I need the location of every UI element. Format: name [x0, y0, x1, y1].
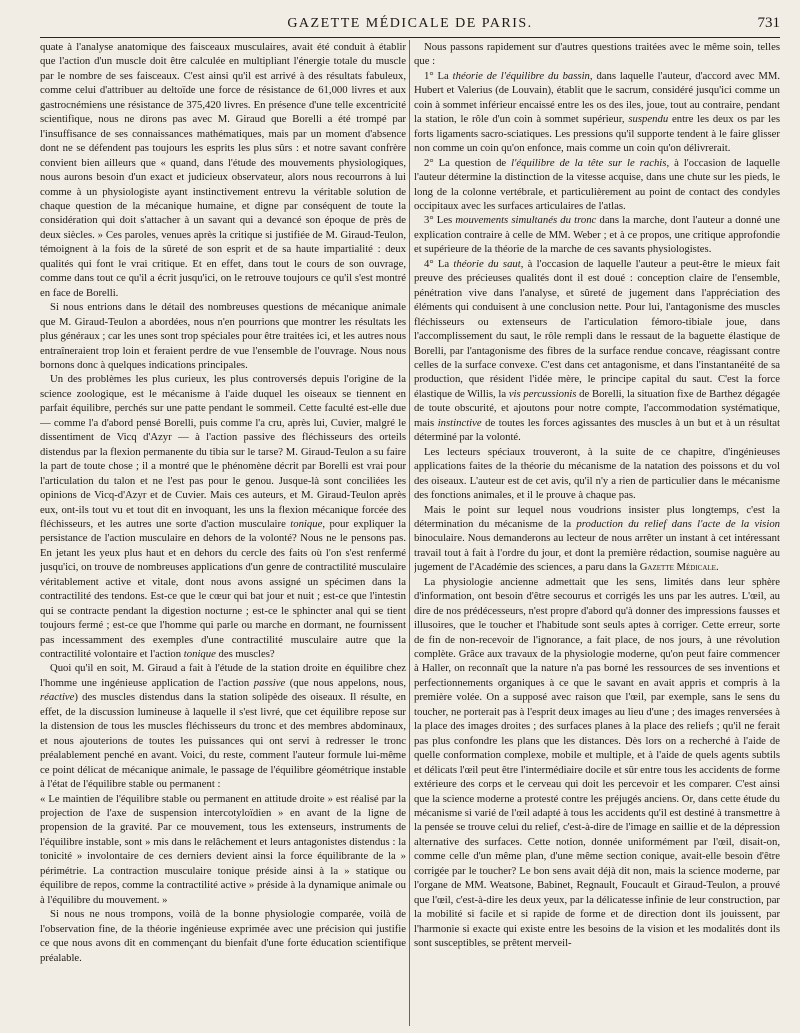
emphasis: tonique [183, 648, 216, 661]
paragraph [40, 372, 406, 661]
running-header [40, 14, 780, 38]
emphasis: théorie du saut [453, 257, 521, 270]
paragraph: La physiologie ancienne admettait que les sens, limités dans leur sphère d'information, ont besoin d'être secourus et corrigés les uns par les autres. L'œil, au dire de nos prédécesseurs, n'est propre d'abord qu'à donner des impressions fausses et illusoires, que le toucher et l'habitude sont seuls aptes à corriger. Cette erreur, sorte de fin de non-recevoir de l'ignorance, a fait place, de nos jours, à une révolution complète. Grâce aux travaux de la physiologie moderne, qu'on peut faire commencer à Haller, on reconnaît que la nature n'a pas borné les ressources de ses inventions et perfectionnements organiques à ce que le savant en avait appris et compris à la première volée. On a supposé avec raison que l'œil, par exemple, sans le sens du toucher, ne porterait pas à l'esprit deux images au lieu d'une ; des images renversées à la place des images droites ; des surfaces planes à la place des reliefs ; qu'il ne ferait pas plus confondre les plans que les distances. Dès lors on a recherché à l'aide de quelle conformation complexe, mobile et multiple, et à l'aide de quels agents subtils et délicats l'œil peut être l'intermédiaire docile et sûr entre tous les accidents de forme extérieure des corps et le cerveau qui doit les percevoir et les comparer. C'est ainsi que la science moderne a protesté contre les préjugés anciens. Or, dans cette étude du mécanisme si varié de l'œil adapté à tous les accidents qu'il est destiné à transmettre à la pensée se trouve celui du relief, c'est-à-dire de l'image en saillie et de la dépression alternative des surfaces. Cette notion, donnée uniformément par l'œil, disait-on, comme celle d'un même plan, d'une même section conique, avait-elle besoin d'être corrigée par le toucher? Le bon sens avait déjà dit non, mais la science moderne, par l'organe de MM. Weatsone, Babinet, Regnault, Foucault et Giraud-Teulon, a prouvé que l'œil, c'est-à-dire les deux yeux, par la délicatesse infinie de leur construction, par la mobilité si facile et si rapide de forme et de direction dont ils jouissent, par l'harmonie si exacte qui existe entre les besoins de la vision et les modalités dont ils sont susceptibles, se prêtent merveil- [414, 575, 780, 950]
item-number: 2° La question de [424, 156, 507, 169]
text-run: de toutes les forces agissantes des muscles à un but et à un résultat déterminé par la volonté. [414, 416, 780, 444]
text-run: binoculaire. Nous demanderons au lecteur de nous arrêter un instant à cet intéressant travail tout à fait à l'ordre du jour, et dont la première rédaction, soumise naguère au jugement de l'Académie des sciences, a paru dans la [414, 532, 780, 574]
right-column [414, 40, 780, 1028]
text-run: , à l'occasion de laquelle l'auteur détermine la distinction de la vitesse acquise, dans une chute sur les pieds, le long de la colonne vertébrale, et particulièrement au point de contact des condyles occipitaux avec les surfaces articulaires de l'atlas. [414, 156, 780, 212]
paragraph [40, 661, 406, 791]
emphasis: vis percussionis [508, 387, 577, 400]
emphasis: production du relief dans l'acte de la vision [576, 517, 780, 530]
list-item [414, 156, 780, 214]
paragraph: Les lecteurs spéciaux trouveront, à la suite de ce chapitre, d'ingénieuses applications faites de la théorie du mécanisme de la natation des poissons et du vol des oiseaux. L'auteur est de cet avis, qu'il n'y a rien de particulier dans le mécanisme des fonctions animales, et il le prouve à chaque pas. [414, 445, 780, 502]
text-columns [40, 40, 780, 1028]
text-run: de Borelli, la situation fixe de Barthez dégagée de toute obscurité, et ajoutons pour notre compte, l'accommodation systématique, mais [414, 387, 780, 429]
emphasis: théorie de l'équilibre du bassin [452, 69, 590, 82]
paragraph: Si nous entrions dans le détail des nombreuses questions de mécanique animale que M. Giraud-Teulon a abordées, nous n'en pourrions que montrer les résultats les plus généraux ; car les unes sont trop spéciales pour être traitées ici, et les autres nous entraîneraient trop loin et feraient perdre de vue l'ensemble de l'ouvrage. Nous nous bornons donc à quelques indications principales. [40, 301, 406, 371]
text-run: , pour expliquer la persistance de l'action musculaire en dehors de la volonté? Nous ne le pensons pas. En jetant les yeux plus haut et en dehors du cercle des faits où l'on s'est renfermé jusqu'ici, on trouve de nombreuses applications d'un genre de contractilité musculaire véritablement active et vitale, dont nous avons assigné un spécimen dans la contractilité des tendons. Est-ce que le cœur qui bat jour et nuit ; est-ce que l'intestin qui se contracte pendant la digestion nocturne ; est-ce le sphincter anal qui se tient toujours fermé ; est-ce que l'homme qui parle ou marche en dormant, ne fournissent pas incessamment des exemples d'une contractilité musculaire autre que la contractilité volontaire et l'action [40, 517, 406, 661]
text-run: , dans laquelle l'auteur, d'accord avec MM. Hubert et Valerius (de Louvain), établit que le sacrum, considéré jusqu'ici comme un coin à sommet inférieur encaissé entre les os des iles, joue, tout au contraire, pendant la station, le rôle d'un coin à sommet supérieur, [414, 69, 780, 126]
emphasis: mouvements simultanés du tronc [455, 214, 597, 227]
item-number: 4° La [424, 257, 450, 270]
block-quote: « Le maintien de l'équilibre stable ou permanent en attitude droite » est réalisé par la projection de l'axe de suspension intercotyloïdien » en avant de la ligne de propension de la gravité. Par ce mouvement, tous les extenseurs, instruments de l'équilibre instable, sont » mis dans le relâchement et leurs antagonistes distendus : la tonicité » involontaire de ces derniers devient ainsi la force équilibrante de la » périmétrie. La contraction musculaire tonique préside ainsi à la » statique ou équilibre de repos, comme la contractilité active » préside à la dynamique animale ou à l'équilibre du mouvement. » [40, 792, 406, 906]
item-number: 1° La [424, 69, 449, 82]
emphasis: passive [253, 676, 286, 689]
journal-name: Gazette Médicale [639, 561, 716, 574]
text-run: (que nous appelons, nous, [289, 676, 406, 689]
emphasis: instinctive [437, 416, 482, 429]
emphasis: l'équilibre de la tête sur le rachis [511, 156, 667, 169]
paragraph: quate à l'analyse anatomique des faisceaux musculaires, avait été conduit à établir que l'action d'un muscle doit être calculée en multipliant l'énergie totale du muscle par le nombre de ses faisceaux. C'est ainsi qu'il est arrivé à des résultats fabuleux, comme celui d'attribuer au deltoïde une force de résistance de 61,000 livres et aux gastrocnémiens une résistance de 375,420 livres. En présence d'une telle excentricité scientifique, nous ne dirons pas avec M. Giraud que Borelli a été trompé par l'insuffisance de ses connaissances mathématiques, mais par un moment d'absence dont ne se défendent pas toujours les esprits les plus sûrs : et notre savant confrère convient bien ailleurs que « quand, dans l'étude des mouvements physiologiques, nous aurons besoin d'un exact et judicieux observateur, alors nous recourrons à lui comme à un physiologiste ayant instinctivement entrevu la véritable solution de chaque question de la mécanique humaine, et digne par conséquent de toute la considération qui doit s'attacher à un savant qui a devancé son époque de près de deux siècles. » Ces paroles, venues après la critique si justifiée de M. Giraud-Teulon, témoignent à la fois de la sûreté de son esprit et de sa haute impartialité : deux qualités qui font le vrai critique. Et en effet, dans tout le cours de son ouvrage, comme dans tout ce qu'il a écrit jusqu'ici, on le retrouve toujours ce qu'il s'est montré en face de Borelli. [40, 41, 406, 299]
list-item [414, 257, 780, 445]
left-column [40, 40, 406, 1028]
paragraph: Nous passons rapidement sur d'autres questions traitées avec le même soin, telles que : [414, 41, 780, 68]
emphasis: réactive [40, 691, 75, 704]
text-run: des muscles? [218, 648, 275, 661]
text-run: Quoi qu'il en soit, M. Giraud a fait à l'étude de la station droite en équilibre chez l'homme une ingénieuse application de l'action [40, 662, 406, 689]
emphasis: tonique [290, 517, 323, 530]
text-run: , à l'occasion de laquelle l'auteur a peut-être le mieux fait preuve des précieuses qualités dont il est doué : conception claire de l'ensemble, pénétration vive dans l'analyse, et sûreté de jugement dans l'appréciation des éléments qui conduisent à une conclusion nette. Pour lui, l'antagonisme des muscles fléchisseurs ou extenseurs de l'articulation fémoro-tibiale joue, dans l'accomplissement du saut, le rôle rempli dans le ressaut de la baguette élastique de Borelli, par l'antagonisme des fibres de la surface rendue concave, réagissant contre celles de la surface convexe. C'est dans cet antagonisme, et dans l'instantanéité de sa production, que résident l'idée mère, le principe capital du saut. C'est la force élastique de Willis, la [414, 257, 780, 400]
text-run: entre les deux os par les forts ligaments sacro-sciatiques. Les pressions qu'il supporte tendent à le faire glisser non comme un coin qu'on enfonce, mais comme un coin qu'on délivrerait. [414, 113, 780, 155]
list-item [414, 69, 780, 156]
text-run: Mais le point sur lequel nous voudrions insister plus longtemps, c'est la détermination du mécanisme de la [414, 503, 780, 530]
page-number: 731 [757, 15, 780, 31]
text-run: . [715, 561, 719, 574]
text-run: Un des problèmes les plus curieux, les plus controversés depuis l'origine de la science zoologique, est le mécanisme à l'aide duquel les oiseaux se tiennent en parfait équilibre, perchés sur une patte pendant le sommeil. Cette faculté est-elle due — comme l'a d'abord pensé Borelli, puis comme l'a cru, après lui, Cuvier, malgré le dissentiment de Vicq d'Azyr — à l'action passive des fléchisseurs des orteils distendus par la flexion permanente du tibia sur le tarse? M. Giraud-Teulon a su faire la part de toute chose ; il a montré que le phénomène décrit par Borelli est vrai pour l'articulation du talon et ne l'est pas pour le genou. Jusque-là sont conciliées les opinions de Vicq-d'Azyr et de Cuvier. Mais ces auteurs, et M. Giraud-Teulon après eux, ont-ils tout vu et tout dit en invoquant, les uns la flexion mécanique forcée des fléchisseurs, et les autres une sorte d'action musculaire [40, 373, 406, 530]
journal-title: GAZETTE MÉDICALE DE PARIS. [287, 16, 533, 31]
item-number: 3° Les [424, 214, 453, 227]
paragraph: Si nous ne nous trompons, voilà de la bonne physiologie comparée, voilà de l'observation fine, de la théorie ingénieuse exprimée avec une précision qui justifie ce que nous avons dit en commençant du bienfait d'une forte éducation scientifique préalable. [40, 908, 406, 964]
list-item [414, 213, 780, 256]
paragraph [414, 503, 780, 575]
emphasis: suspendu [628, 113, 669, 126]
text-run: ) des muscles distendus dans la station solipède des oiseaux. Il résulte, en effet, de la discussion lumineuse à laquelle il s'est livré, que cet équilibre repose sur la distension de tous les muscles fléchisseurs du tronc et des membres abdominaux, et nous ajouterions de toutes les puissances qui ont servi à redresser le tronc préalablement penché en avant. Voici, du reste, comment l'auteur formule lui-même ce point délicat de mécanique animale, le passage de l'équilibre géométrique instable à l'état de l'équilibre stable ou permanent : [40, 691, 406, 791]
text-run: dans la marche, dont l'auteur a donné une explication contraire à celle de MM. Weber ; et à ce propos, une critique approfondie et supérieure de la théorie de la marche de ces savants physiologistes. [414, 214, 780, 256]
